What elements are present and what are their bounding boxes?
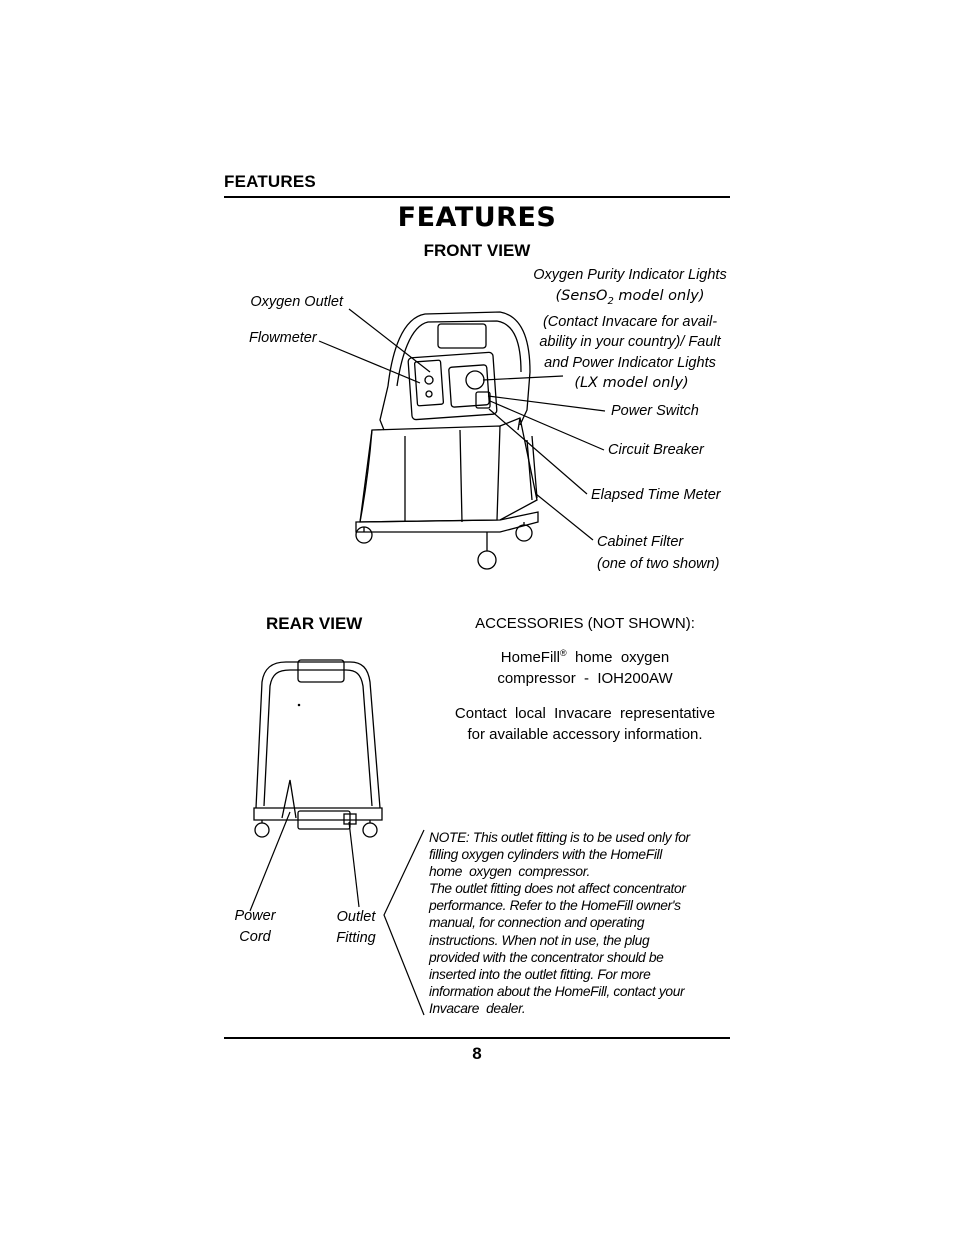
purity-line-1: Oxygen Purity Indicator Lights: [533, 267, 727, 283]
note-line: instructions. When not in use, the plug: [429, 932, 650, 948]
note-line: Invacare dealer.: [429, 1000, 526, 1016]
power-cord-label: Power Cord: [234, 908, 276, 945]
page-title: FEATURES: [397, 202, 557, 233]
flowmeter-label: Flowmeter: [249, 330, 317, 346]
section-header-label: FEATURES: [224, 172, 316, 191]
elapsed-time-meter-label: Elapsed Time Meter: [591, 487, 721, 503]
purity-indicator-callout: [530, 265, 730, 394]
note-line: filling oxygen cylinders with the HomeFill: [429, 847, 662, 863]
footer-rule: [224, 1037, 730, 1039]
outlet-fitting-label: Outlet Fitting: [336, 909, 376, 946]
accessory-contact-note: Contact local Invacare representative for available accessory information.: [454, 705, 716, 743]
senso2-model-note: (SensO$_2$ model only): [555, 287, 705, 307]
purity-line-4: ability in your country)/ Fault: [539, 334, 721, 351]
front-view-heading: FRONT VIEW: [423, 241, 531, 260]
lx-model-note: (LX model only): [574, 375, 689, 392]
note-line: manual, for connection and operating: [429, 915, 645, 931]
page-number: 8: [472, 1044, 482, 1063]
note-line: provided with the concentrator should be: [429, 949, 664, 965]
note-line: inserted into the outlet fitting. For more: [429, 966, 651, 982]
cabinet-filter-label: Cabinet Filter (one of two shown): [597, 534, 720, 572]
rear-view-heading: REAR VIEW: [266, 614, 363, 633]
note-line: The outlet fitting does not affect concentrator: [429, 881, 686, 897]
note-line: home oxygen compressor.: [429, 864, 590, 880]
purity-line-3: (Contact Invacare for avail-: [542, 313, 718, 330]
power-switch-label: Power Switch: [611, 403, 699, 419]
outlet-fitting-note: [429, 829, 729, 1017]
note-line: information about the HomeFill, contact your: [429, 983, 685, 999]
accessory-item: HomeFill® home oxygen compressor - IOH200AW: [497, 648, 673, 687]
circuit-breaker-label: Circuit Breaker: [608, 442, 704, 458]
note-line: performance. Refer to the HomeFill owner's: [429, 898, 681, 914]
note-line: NOTE: This outlet fitting is to be used only for: [429, 830, 690, 845]
purity-line-5: and Power Indicator Lights: [544, 354, 716, 371]
front-view-drawing: [356, 312, 538, 569]
oxygen-outlet-label: Oxygen Outlet: [250, 294, 343, 310]
accessories-heading: ACCESSORIES (NOT SHOWN):: [475, 615, 695, 632]
rear-view-drawing: [254, 660, 382, 837]
